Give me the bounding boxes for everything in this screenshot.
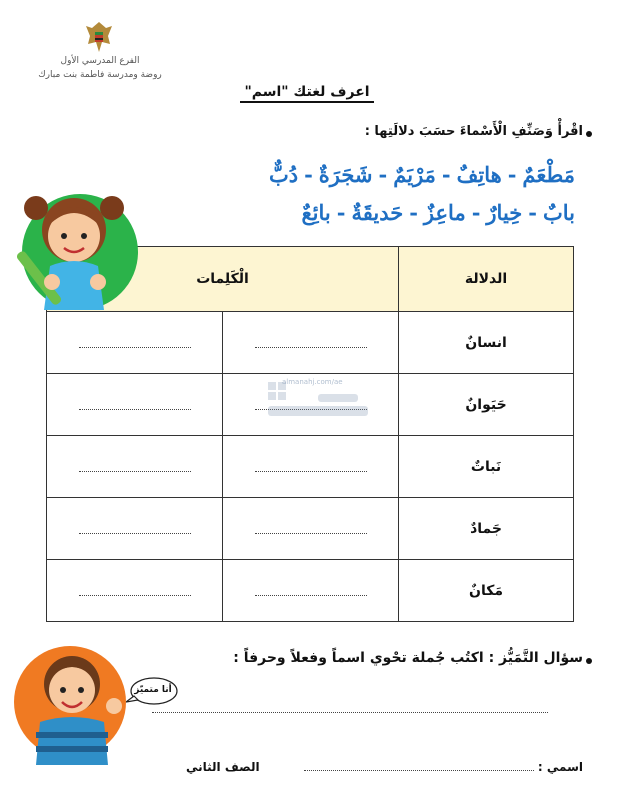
name-input-line[interactable] <box>304 770 534 771</box>
word: خِيارٌ <box>486 200 523 225</box>
bullet-icon <box>586 131 592 137</box>
category-label: مَكانٌ <box>399 560 574 622</box>
word: بابٌ <box>542 200 575 225</box>
bullet-icon <box>586 658 592 664</box>
answer-cell[interactable] <box>47 312 223 374</box>
category-label: انسانٌ <box>399 312 574 374</box>
dotted-line <box>79 345 191 348</box>
dotted-line <box>79 593 191 596</box>
school-branch: الفرع المدرسي الأول <box>60 56 140 66</box>
watermark-url: almanahj.com/ae <box>282 378 343 386</box>
dotted-line <box>255 469 367 472</box>
dotted-line <box>79 469 191 472</box>
dotted-line <box>255 345 367 348</box>
words-row-1: مَطْعَمٌ-هاتِفٌ-مَرْيَمٌ-شَجَرَةٌ-دُبٌّ <box>268 162 575 187</box>
answer-cell[interactable] <box>223 312 399 374</box>
word: مَطْعَمٌ <box>522 162 575 187</box>
word: بائِعٌ <box>301 200 331 225</box>
grade-label: الصف الثاني <box>186 760 260 774</box>
word: دُبٌّ <box>268 162 299 187</box>
answer-cell[interactable] <box>47 374 223 436</box>
column-header-words: الْكَلِمات <box>47 247 399 312</box>
dotted-line <box>255 593 367 596</box>
table-row <box>47 436 574 498</box>
answer-cell[interactable] <box>47 560 223 622</box>
speech-bubble-text: أنا متميّز <box>134 685 172 695</box>
category-label: جَمادٌ <box>399 498 574 560</box>
column-header-meaning: الدلالة <box>399 247 574 312</box>
word: حَديقَةٌ <box>351 200 404 225</box>
word: ماعِزٌ <box>423 200 466 225</box>
word: هاتِفٌ <box>456 162 502 187</box>
words-row-2: بابٌ-خِيارٌ-ماعِزٌ-حَديقَةٌ-بائِعٌ <box>301 200 575 225</box>
category-label: نَباتٌ <box>399 436 574 498</box>
answer-cell[interactable] <box>47 436 223 498</box>
worksheet-title: اعرف لغتك "اسم" <box>240 84 374 103</box>
table-row <box>47 560 574 622</box>
table-row <box>47 498 574 560</box>
answer-cell[interactable] <box>223 436 399 498</box>
dotted-line <box>79 407 191 410</box>
dotted-line <box>79 531 191 534</box>
boy-illustration-icon <box>10 640 130 765</box>
distinction-question: سؤال التَّمَيُّز : اكتُب جُملة تحْوي اسماً وفعلاً وحرفاً : <box>233 650 583 666</box>
answer-line[interactable] <box>152 712 548 713</box>
answer-cell[interactable] <box>223 498 399 560</box>
name-row <box>300 760 583 774</box>
word: مَرْيَمٌ <box>393 162 436 187</box>
table-row <box>47 312 574 374</box>
dotted-line <box>255 531 367 534</box>
girl-illustration-icon <box>14 186 138 314</box>
name-label: اسمي : <box>537 760 583 774</box>
answer-cell[interactable] <box>47 498 223 560</box>
school-name: روضة ومدرسة فاطمة بنت مبارك <box>38 70 162 80</box>
answer-cell[interactable] <box>223 560 399 622</box>
instruction-text: اقْرأْ وَصَنِّفِ الْأَسْماءَ حسَبَ دلالَتِها : <box>364 124 583 139</box>
category-label: حَيَوانٌ <box>399 374 574 436</box>
uae-emblem-icon <box>84 18 114 58</box>
word: شَجَرَةٌ <box>318 162 373 187</box>
